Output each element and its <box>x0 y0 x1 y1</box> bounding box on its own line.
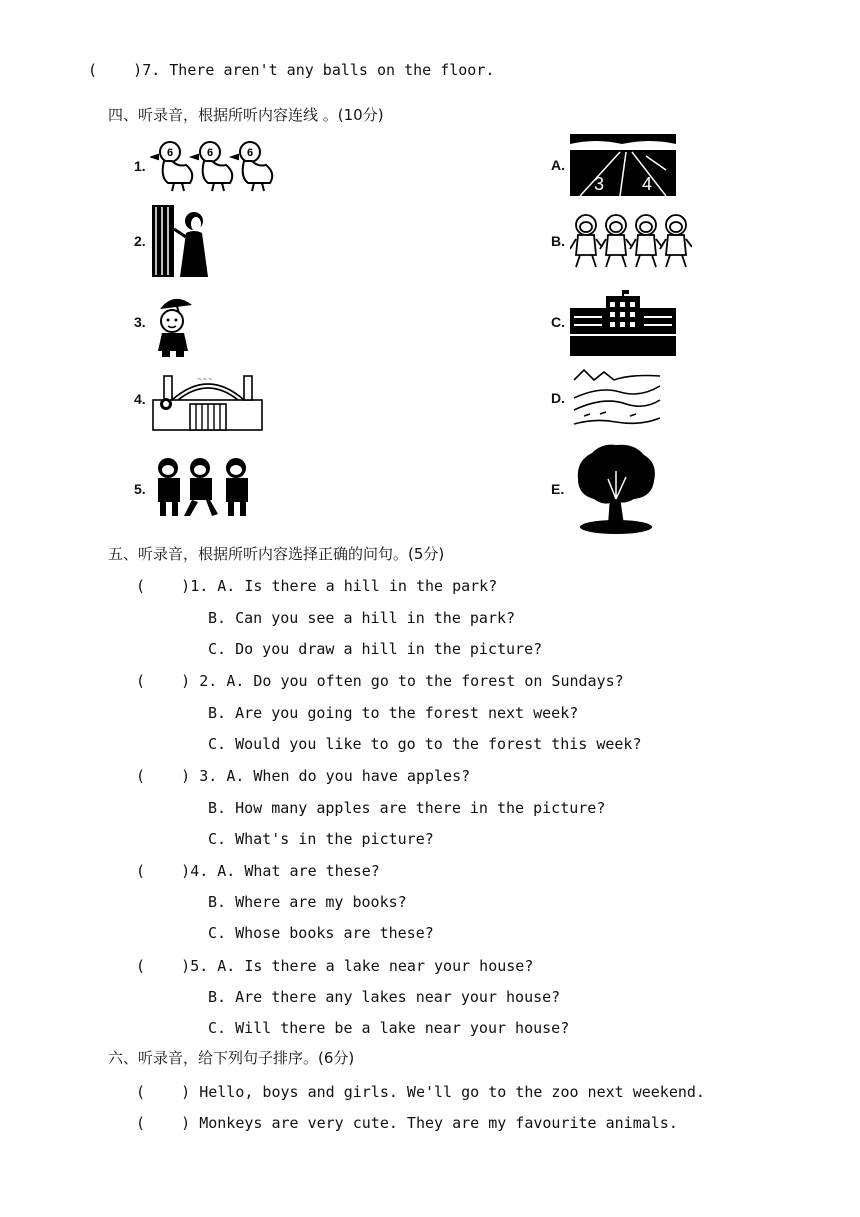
option-b: B. Can you see a hill in the park? <box>208 609 516 627</box>
answer-paren[interactable]: ( ) <box>136 862 191 880</box>
children-walking-picture <box>150 456 262 522</box>
tree-picture <box>574 441 658 535</box>
question-4-line <box>136 861 380 881</box>
question-number: 5. <box>190 957 209 975</box>
question-3-line <box>136 766 470 786</box>
woman-at-door-picture <box>150 203 212 279</box>
question-number: 4. <box>190 862 209 880</box>
left-label-2: 2. <box>134 233 146 249</box>
left-label-5: 5. <box>134 481 146 497</box>
svg-text:6: 6 <box>207 147 214 159</box>
monkeys-picture <box>570 213 692 269</box>
option-c: C. Do you draw a hill in the picture? <box>208 640 543 658</box>
option-a: A. What are these? <box>217 862 380 880</box>
school-building-picture <box>570 290 676 356</box>
ordering-text: Hello, boys and girls. We'll go to the zoo next weekend. <box>190 1083 705 1101</box>
option-a: A. When do you have apples? <box>226 767 471 785</box>
svg-text:6: 6 <box>247 147 254 159</box>
question-1-line <box>136 576 497 596</box>
answer-paren[interactable]: ( ) <box>136 1083 191 1101</box>
ordering-text: Monkeys are very cute. They are my favourite animals. <box>190 1114 678 1132</box>
ordering-item-2 <box>136 1113 678 1133</box>
left-label-1: 1. <box>134 158 146 174</box>
svg-text:~ ~ ~: ~ ~ ~ <box>198 377 212 383</box>
section-5-title: 五、听录音，根据所听内容选择正确的问句。(5分) <box>108 545 445 563</box>
option-c: C. Would you like to go to the forest this week? <box>208 735 642 753</box>
option-b: B. How many apples are there in the picture? <box>208 799 606 817</box>
river-landscape-picture <box>570 366 664 432</box>
option-b: B. Are you going to the forest next week? <box>208 704 579 722</box>
item-7 <box>88 60 494 80</box>
right-label-d: D. <box>551 390 565 406</box>
svg-text:3: 3 <box>594 174 605 194</box>
answer-paren[interactable]: ( ) <box>136 672 191 690</box>
option-c: C. Will there be a lake near your house? <box>208 1019 570 1037</box>
question-number: 3. <box>190 767 218 785</box>
question-number: 1. <box>190 577 209 595</box>
answer-paren[interactable]: ( ) <box>136 767 191 785</box>
section-4-title: 四、听录音，根据所听内容连线 。(10分) <box>108 106 384 124</box>
child-with-umbrella-picture <box>152 293 198 359</box>
question-number: 2. <box>190 672 218 690</box>
right-label-a: A. <box>551 157 565 173</box>
option-a: A. Is there a hill in the park? <box>217 577 498 595</box>
option-a: A. Is there a lake near your house? <box>217 957 534 975</box>
answer-paren[interactable]: ( ) <box>136 577 191 595</box>
svg-text:6: 6 <box>167 147 174 159</box>
question-5-line <box>136 956 533 976</box>
road-with-numbers-picture <box>570 134 676 196</box>
right-label-e: E. <box>551 481 565 497</box>
left-label-4: 4. <box>134 391 146 407</box>
answer-paren[interactable]: ( ) <box>136 1114 191 1132</box>
option-b: B. Where are my books? <box>208 893 407 911</box>
question-2-line <box>136 671 624 691</box>
answer-paren[interactable]: ( ) <box>88 61 143 79</box>
item-7-text: 7. There aren't any balls on the floor. <box>142 61 495 79</box>
svg-text:4: 4 <box>642 174 653 194</box>
left-label-3: 3. <box>134 314 146 330</box>
section-6-title: 六、听录音，给下列句子排序。(6分) <box>108 1049 355 1067</box>
right-label-b: B. <box>551 233 565 249</box>
right-label-c: C. <box>551 314 565 330</box>
ducks-picture <box>150 137 275 193</box>
option-a: A. Do you often go to the forest on Sundays? <box>226 672 624 690</box>
park-gate-picture <box>150 366 265 432</box>
option-b: B. Are there any lakes near your house? <box>208 988 561 1006</box>
ordering-item-1 <box>136 1082 705 1102</box>
answer-paren[interactable]: ( ) <box>136 957 191 975</box>
option-c: C. Whose books are these? <box>208 924 434 942</box>
option-c: C. What's in the picture? <box>208 830 434 848</box>
